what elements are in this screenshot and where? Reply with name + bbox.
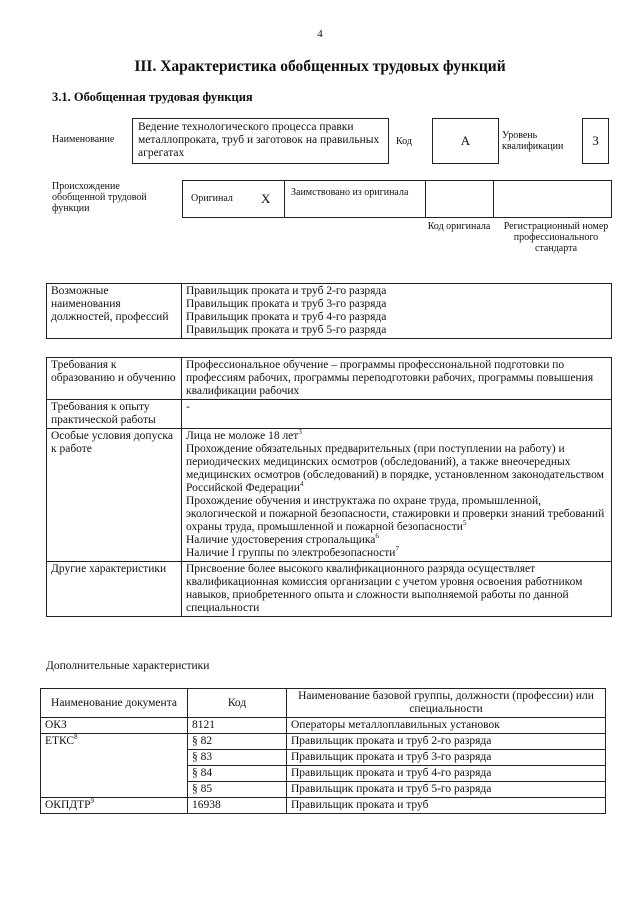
etks-code: § 83 [188, 750, 287, 766]
okpdtr-name: Правильщик проката и труб [287, 798, 606, 814]
origin-divider [284, 181, 285, 217]
code-value: А [460, 133, 471, 148]
code-label: Код [396, 136, 412, 147]
header-name: Наименование базовой группы, должности (профессии) или специальности [287, 689, 606, 718]
footnote-ref: 5 [462, 519, 467, 528]
requirements-table [46, 357, 612, 617]
etks-name: Правильщик проката и труб 3-го разряда [287, 750, 606, 766]
condition-item: Прохождение обязательных предварительных (при поступлении на работу) и периодических медицинских осмотров (обследований), а также внеочередных медицинских осмотров (обследований) в порядке, установленном законодательством Российской Федерации$^4$ [186, 443, 604, 494]
origin-code-caption: Код оригинала [427, 221, 491, 232]
positions-label: Возможные наименования должностей, профессий [47, 284, 182, 339]
footnote-ref: 3 [298, 428, 302, 437]
etks-code: § 85 [188, 782, 287, 798]
etks-code: § 84 [188, 766, 287, 782]
header-doc: Наименование документа [41, 689, 188, 718]
origin-divider [493, 181, 494, 217]
table-row [41, 798, 606, 814]
footnote-ref: 6 [375, 532, 379, 541]
okz-name: Операторы металлоплавильных установок [287, 718, 606, 734]
positions-table [46, 283, 612, 339]
reg-number-caption: Регистрационный номер профессионального стандарта [503, 221, 609, 254]
level-value: 3 [592, 133, 599, 148]
original-label: Оригинал [191, 193, 233, 204]
positions-list [182, 284, 612, 339]
code-value-box [432, 118, 499, 164]
experience-value: - [182, 400, 612, 429]
level-value-box [582, 118, 609, 164]
borrowed-label: Заимствовано из оригинала [291, 187, 409, 198]
footnote-ref: 9 [90, 797, 95, 806]
condition-item: Наличие удостоверения стропальщика$^6$ [186, 532, 379, 546]
position-item: Правильщик проката и труб 2-го разряда [186, 285, 387, 297]
origin-label: Происхождение обобщенной трудовой функции [52, 181, 147, 214]
function-name-box [132, 118, 389, 164]
education-value: Профессиональное обучение – программы профессиональной подготовки по профессиям рабочих, программы переподготовки рабочих, программы повышения квалификации рабочих [182, 358, 612, 400]
okpdtr-code: 16938 [188, 798, 287, 814]
subsection-title: 3.1. Обобщенная трудовая функция [52, 90, 253, 104]
conditions-list [182, 429, 612, 562]
footnote-ref: 8 [74, 733, 78, 742]
position-item: Правильщик проката и труб 4-го разряда [186, 311, 387, 323]
education-label: Требования к образованию и обучению [47, 358, 182, 400]
origin-divider [425, 181, 426, 217]
conditions-label: Особые условия допуска к работе [47, 429, 182, 562]
table-row [41, 734, 606, 750]
additional-table [40, 688, 606, 814]
page-number: 4 [317, 28, 323, 40]
etks-code: § 82 [188, 734, 287, 750]
etks-name: Правильщик проката и труб 2-го разряда [287, 734, 606, 750]
etks-name: Правильщик проката и труб 4-го разряда [287, 766, 606, 782]
position-item: Правильщик проката и труб 3-го разряда [186, 298, 387, 310]
footnote-ref: 7 [395, 545, 399, 554]
name-label: Наименование [52, 134, 115, 145]
position-item: Правильщик проката и труб 5-го разряда [186, 324, 387, 336]
original-mark: Х [261, 191, 271, 206]
function-name-value: Ведение технологического процесса правки металлопроката, труб и заготовок на правильных агрегатах [138, 121, 380, 159]
additional-title: Дополнительные характеристики [46, 660, 210, 672]
okz-code: 8121 [188, 718, 287, 734]
origin-table [182, 180, 612, 218]
okz-doc: ОКЗ [41, 718, 188, 734]
condition-item: Лица не моложе 18 лет$^3$ [186, 428, 302, 442]
etks-name: Правильщик проката и труб 5-го разряда [287, 782, 606, 798]
other-label: Другие характеристики [47, 562, 182, 617]
condition-item: Прохождение обучения и инструктажа по охране труда, промышленной, экологической и пожарной безопасности, стажировки и проверки знаний требований охраны труда, промышленной и пожарной безопасности$^5$ [186, 495, 605, 533]
experience-label: Требования к опыту практической работы [47, 400, 182, 429]
section-title: III. Характеристика обобщенных трудовых функций [134, 58, 506, 75]
other-value: Присвоение более высокого квалификационного разряда осуществляет квалификационная комиссия организации с учетом уровня освоения работником навыков, приобретенного опыта и сложности выполняемой работы по данной специальности [182, 562, 612, 617]
okpdtr-doc: ОКПДТР$^9$ [41, 798, 188, 814]
condition-item: Наличие I группы по электробезопасности$^7$ [186, 545, 399, 559]
header-code: Код [188, 689, 287, 718]
footnote-ref: 4 [299, 480, 304, 489]
level-label: Уровень квалификации [502, 130, 564, 152]
etks-doc: ЕТКС$^8$ [41, 734, 188, 798]
table-row [41, 718, 606, 734]
